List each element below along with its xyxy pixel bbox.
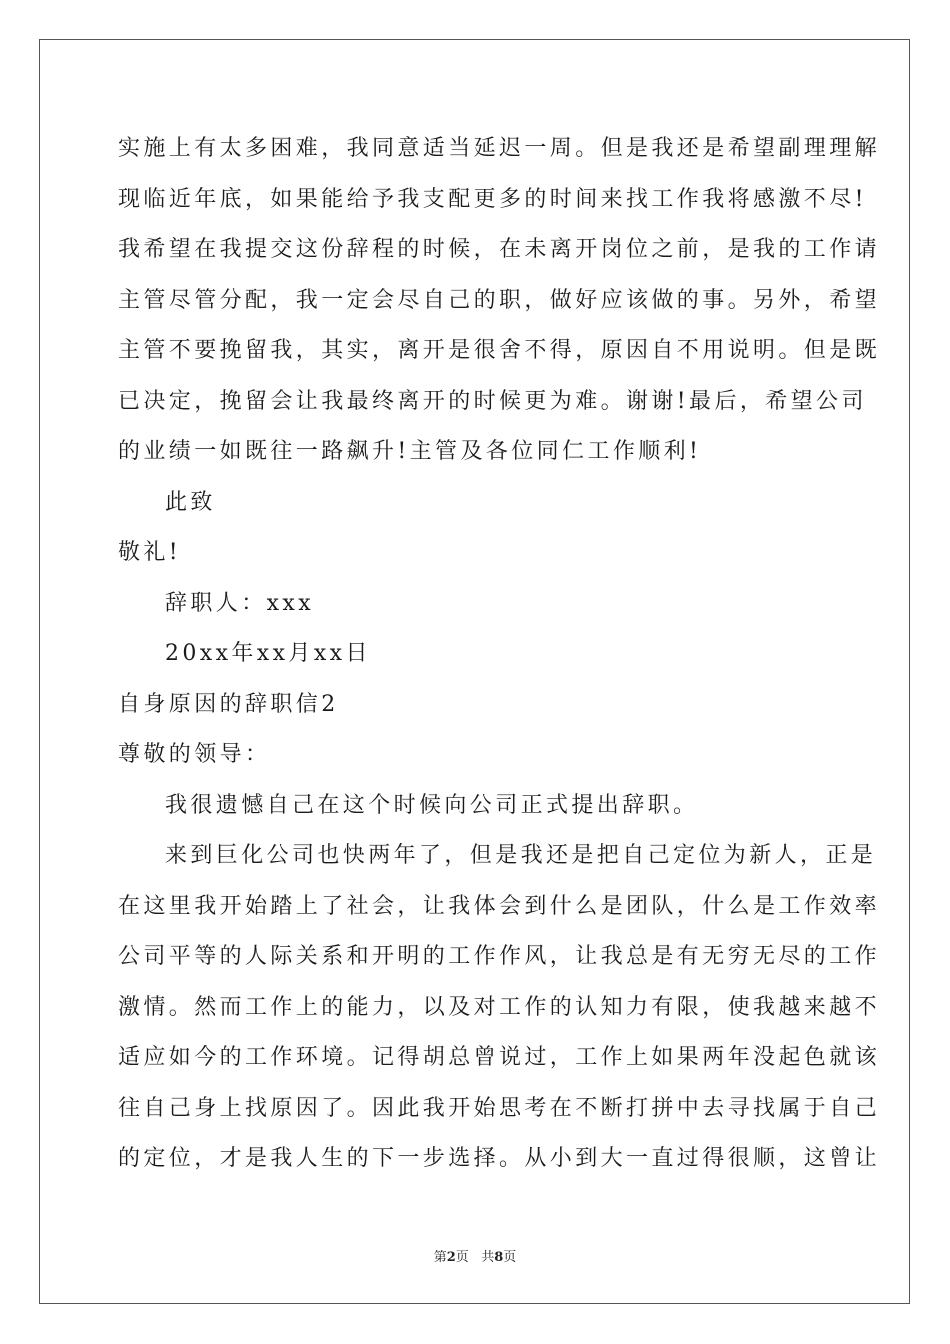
total-prefix: 共 <box>481 1250 495 1265</box>
body-line: 我很遗憾自己在这个时候向公司正式提出辞职。 <box>165 792 699 818</box>
body-line: 在这里我开始踏上了社会，让我体会到什么是团队，什么是工作效率 <box>118 893 881 919</box>
body-line: 适应如今的工作环境。记得胡总曾说过，工作上如果两年没起色就该 <box>118 1045 881 1070</box>
closing-salutation: 此致 <box>165 489 216 515</box>
closing-regards: 敬礼! <box>118 540 182 565</box>
document-body <box>118 124 881 1185</box>
body-line: 已决定，挽留会让我最终离开的时候更为难。谢谢!最后，希望公司 <box>118 388 867 414</box>
page-total: 8 <box>494 1250 504 1265</box>
signature-date: 20xx年xx月xx日 <box>165 641 371 666</box>
body-line: 公司平等的人际关系和开明的工作作风，让我总是有无穷无尽的工作 <box>118 944 881 969</box>
page-footer <box>0 1246 950 1265</box>
body-line: 激情。然而工作上的能力，以及对工作的认知力有限，使我越来越不 <box>118 994 881 1020</box>
body-line: 现临近年底，如果能给予我支配更多的时间来找工作我将感激不尽! <box>118 186 867 212</box>
page-suffix: 页 <box>455 1250 469 1265</box>
body-line: 的定位，才是我人生的下一步选择。从小到大一直过得很顺，这曾让 <box>118 1146 881 1171</box>
body-line: 主管不要挽留我，其实，离开是很舍不得，原因自不用说明。但是既 <box>118 338 881 363</box>
body-line: 的业绩一如既往一路飙升!主管及各位同仁工作顺利! <box>118 439 702 464</box>
page-number: 2 <box>446 1250 456 1265</box>
body-line: 往自己身上找原因了。因此我开始思考在不断打拼中去寻找属于自己 <box>118 1095 881 1121</box>
body-line: 我希望在我提交这份辞程的时候，在未离开岗位之前，是我的工作请 <box>118 237 881 262</box>
signature-name: 辞职人：xxx <box>165 590 315 616</box>
body-line: 实施上有太多困难，我同意适当延迟一周。但是我还是希望副理理解 <box>118 136 881 161</box>
body-line: 来到巨化公司也快两年了，但是我还是把自己定位为新人，正是 <box>165 843 877 868</box>
page-prefix: 第 <box>433 1250 447 1265</box>
letter-greeting: 尊敬的领导： <box>118 742 271 767</box>
total-suffix: 页 <box>503 1250 517 1265</box>
body-line: 主管尽管分配，我一定会尽自己的职，做好应该做的事。另外，希望 <box>118 287 881 313</box>
section-title: 自身原因的辞职信2 <box>118 691 339 717</box>
